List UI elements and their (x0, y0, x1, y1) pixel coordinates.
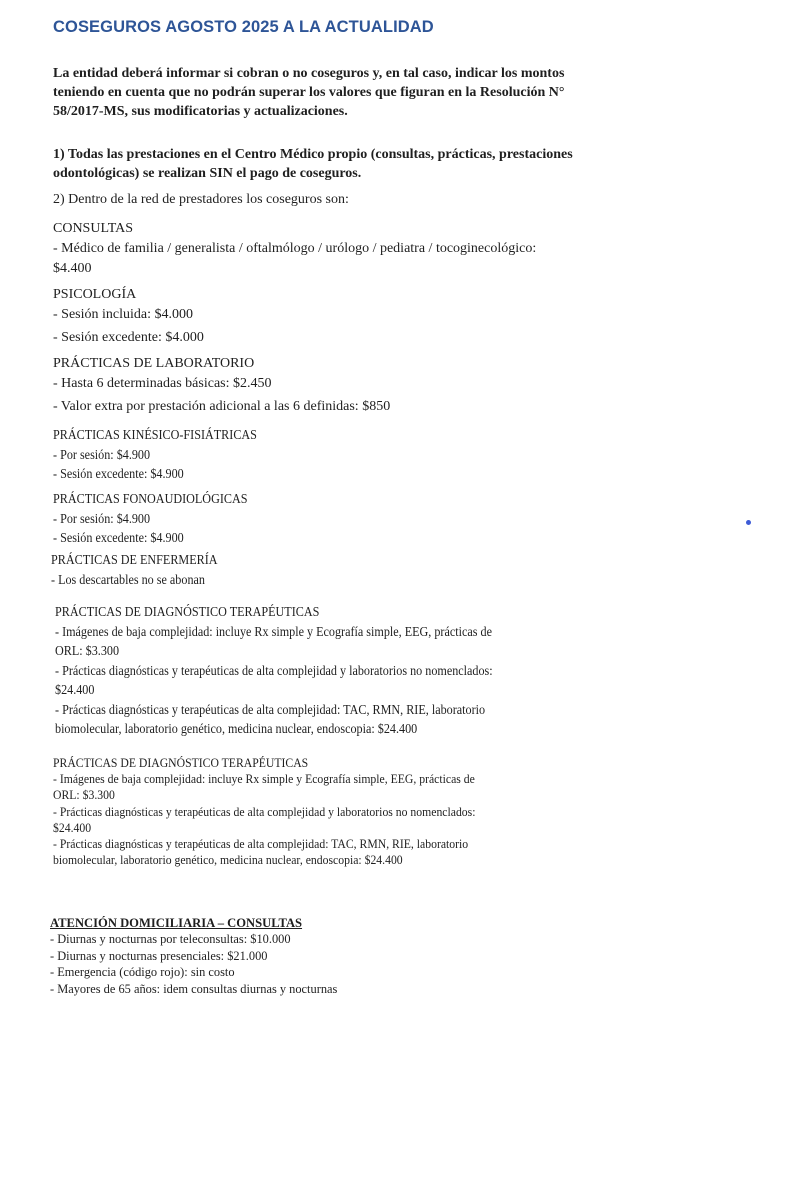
section-line: $24.400 (53, 820, 92, 835)
section-line: ORL: $3.300 (55, 643, 120, 658)
section-laboratorio (53, 354, 653, 417)
section-line: $4.400 (53, 261, 92, 276)
section-enfermeria (51, 550, 603, 589)
list-item: - Sesión incluida: $4.000 (53, 307, 193, 322)
section-line: - Imágenes de baja complejidad: incluye Rx simple y Ecografía simple, EEG, prácticas de (53, 772, 475, 787)
intro-line: La entidad deberá informar si cobran o no coseguros y, en tal caso, indicar los montos (53, 66, 565, 81)
section-consultas (53, 219, 653, 279)
point-1-line: 1) Todas las prestaciones en el Centro Médico propio (consultas, prácticas, prestaciones (53, 147, 573, 162)
section-domiciliaria (50, 915, 650, 997)
section-line: biomolecular, laboratorio genético, medicina nuclear, endoscopia: $24.400 (53, 853, 403, 868)
section-line: $24.400 (55, 682, 95, 697)
list-item: - Emergencia (código rojo): sin costo (50, 965, 235, 979)
list-item: - Sesión excedente: $4.000 (53, 330, 204, 345)
section-diagnostico-1 (55, 602, 607, 739)
point-2 (53, 190, 653, 210)
section-heading: ATENCIÓN DOMICILIARIA – CONSULTAS (50, 916, 303, 930)
list-item: - Los descartables no se abonan (51, 571, 205, 587)
list-item: - Por sesión: $4.900 (53, 446, 151, 462)
section-line: - Prácticas diagnósticas y terapéuticas de alta complejidad: TAC, RMN, RIE, laboratorio (53, 837, 469, 852)
section-line: - Prácticas diagnósticas y terapéuticas de alta complejidad: TAC, RMN, RIE, laboratorio (55, 701, 486, 717)
intro-paragraph (53, 64, 653, 121)
section-heading: PRÁCTICAS KINÉSICO-FISIÁTRICAS (53, 427, 257, 442)
point-2-text: 2) Dentro de la red de prestadores los coseguros son: (53, 192, 349, 207)
point-1 (53, 145, 653, 183)
section-diagnostico-2 (53, 755, 611, 868)
section-line: - Prácticas diagnósticas y terapéuticas de alta complejidad y laboratorios no nomenclados: (55, 662, 493, 678)
list-item: - Diurnas y nocturnas por teleconsultas: $10.000 (50, 932, 291, 946)
list-item: - Valor extra por prestación adicional a las 6 definidas: $850 (53, 399, 391, 414)
section-heading: PRÁCTICAS DE DIAGNÓSTICO TERAPÉUTICAS (53, 756, 309, 770)
list-item: - Sesión excedente: $4.900 (53, 530, 184, 545)
section-line: - Médico de familia / generalista / oftalmólogo / urólogo / pediatra / tocoginecológico: (53, 241, 537, 256)
section-psicologia (53, 285, 653, 348)
list-item: - Diurnas y nocturnas presenciales: $21.000 (50, 948, 268, 963)
section-line: - Imágenes de baja complejidad: incluye Rx simple y Ecografía simple, EEG, prácticas de (55, 623, 492, 639)
list-item: - Hasta 6 determinadas básicas: $2.450 (53, 376, 272, 391)
point-1-line: odontológicas) se realizan SIN el pago de coseguros. (53, 166, 362, 181)
list-item: - Sesión excedente: $4.900 (53, 466, 184, 481)
section-line: ORL: $3.300 (53, 788, 115, 803)
intro-line: 58/2017-MS, sus modificatorias y actualizaciones. (53, 104, 348, 119)
stray-dot-mark (746, 520, 751, 525)
section-line: biomolecular, laboratorio genético, medicina nuclear, endoscopia: $24.400 (55, 721, 418, 736)
section-kinesio (53, 425, 605, 484)
section-fono (53, 489, 605, 548)
section-heading: PRÁCTICAS DE ENFERMERÍA (51, 552, 218, 567)
document-title: COSEGUROS AGOSTO 2025 A LA ACTUALIDAD (53, 18, 434, 36)
section-heading: PRÁCTICAS DE LABORATORIO (53, 356, 255, 371)
intro-line: teniendo en cuenta que no podrán superar los valores que figuran en la Resolución N° (53, 85, 565, 100)
section-heading: PRÁCTICAS FONOAUDIOLÓGICAS (53, 491, 248, 506)
section-heading: PRÁCTICAS DE DIAGNÓSTICO TERAPÉUTICAS (55, 604, 320, 619)
section-line: - Prácticas diagnósticas y terapéuticas de alta complejidad y laboratorios no nomenclados: (53, 804, 476, 819)
section-heading: PSICOLOGÍA (53, 287, 137, 302)
list-item: - Por sesión: $4.900 (53, 510, 151, 526)
list-item: - Mayores de 65 años: idem consultas diurnas y nocturnas (50, 981, 338, 996)
section-heading: CONSULTAS (53, 221, 134, 236)
